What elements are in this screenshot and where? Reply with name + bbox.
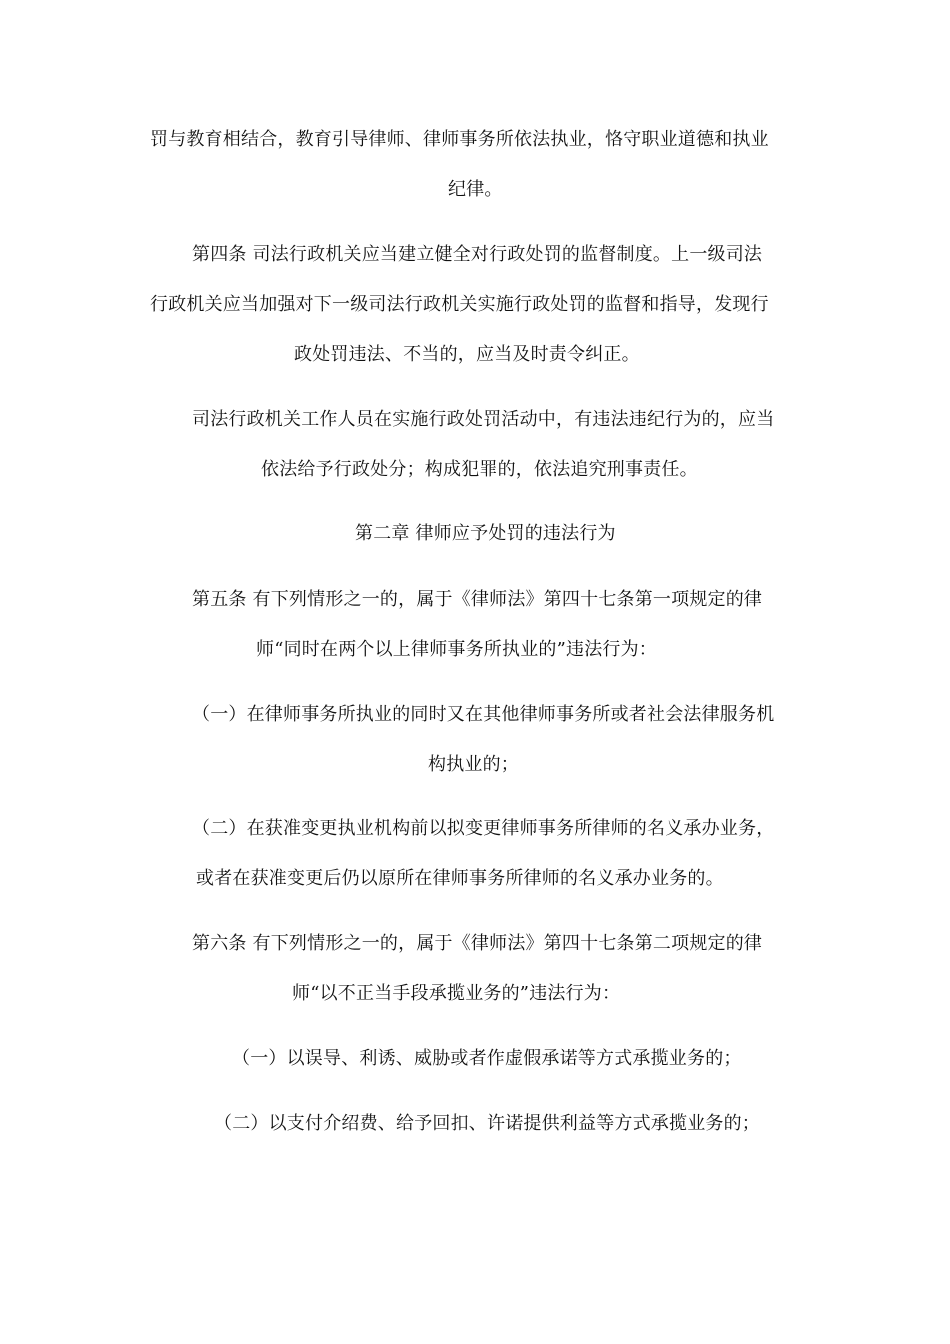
text-line-10: 师“同时在两个以上律师事务所执业的”违法行为： (256, 639, 658, 660)
chapter-2-heading: 第二章 律师应予处罚的违法行为 (355, 523, 616, 544)
text-line-18: （二）以支付介绍费、给予回扣、许诺提供利益等方式承揽业务的； (214, 1113, 760, 1134)
article-4-heading-line: 第四条 司法行政机关应当建立健全对行政处罚的监督制度。上一级司法 (192, 244, 763, 265)
text-line-7: 依法给予行政处分；构成犯罪的，依法追究刑事责任。 (261, 459, 698, 480)
text-line-12: 构执业的； (428, 754, 519, 775)
text-line-14: 或者在获准变更后仍以原所在律师事务所律师的名义承办业务的。 (196, 868, 724, 889)
text-line-6: 司法行政机关工作人员在实施行政处罚活动中，有违法违纪行为的，应当 (192, 409, 775, 430)
text-line-11: （一）在律师事务所执业的同时又在其他律师事务所或者社会法律服务机 (192, 704, 775, 725)
article-6-heading-line: 第六条 有下列情形之一的，属于《律师法》第四十七条第二项规定的律 (192, 933, 763, 954)
text-line-13: （二）在获准变更执业机构前以拟变更律师事务所律师的名义承办业务， (192, 818, 775, 839)
text-line-1: 罚与教育相结合，教育引导律师、律师事务所依法执业，恪守职业道德和执业 (150, 129, 769, 150)
text-line-5: 政处罚违法、不当的，应当及时责令纠正。 (294, 344, 640, 365)
text-line-16: 师“以不正当手段承揽业务的”违法行为： (292, 983, 621, 1004)
article-5-heading-line: 第五条 有下列情形之一的，属于《律师法》第四十七条第一项规定的律 (192, 589, 763, 610)
text-line-4: 行政机关应当加强对下一级司法行政机关实施行政处罚的监督和指导，发现行 (150, 294, 769, 315)
text-line-2: 纪律。 (448, 179, 503, 200)
text-line-17: （一）以误导、利诱、威胁或者作虚假承诺等方式承揽业务的； (232, 1048, 742, 1069)
